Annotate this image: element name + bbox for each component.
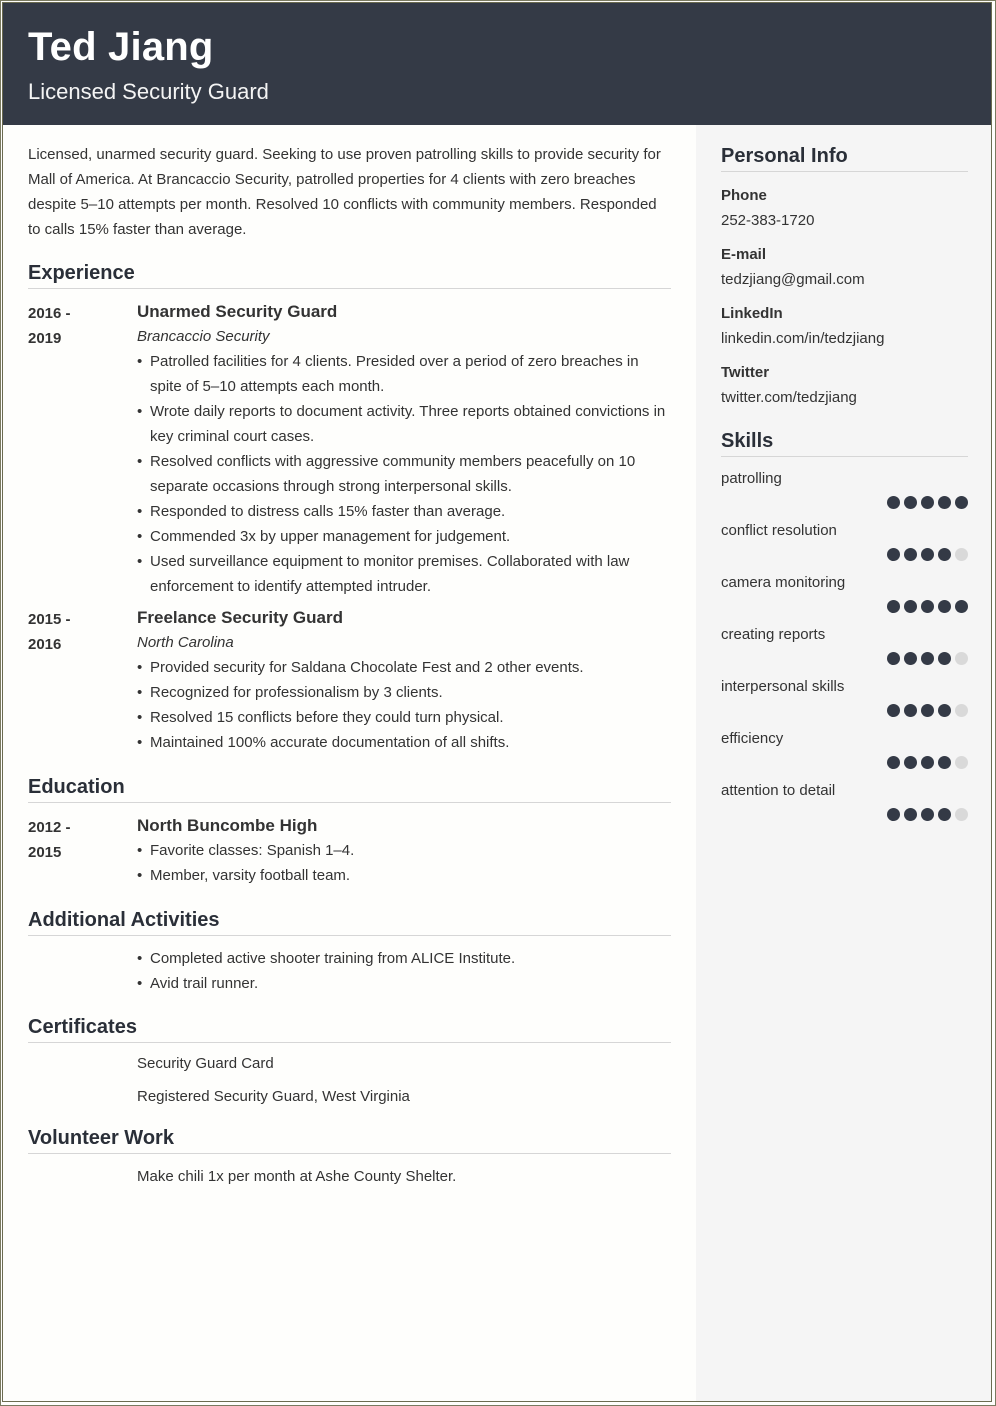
volunteer-section — [28, 1127, 671, 1189]
date-end: 2015 — [28, 844, 62, 861]
education-section — [28, 776, 671, 888]
rating-dot-empty-icon — [955, 652, 968, 665]
date-end: 2019 — [28, 330, 62, 347]
experience-section — [28, 262, 671, 755]
rating-dot-filled-icon — [938, 496, 951, 509]
job-role: Unarmed Security Guard — [137, 302, 338, 321]
rating-dot-filled-icon — [921, 652, 934, 665]
info-email — [721, 245, 968, 290]
twitter-value[interactable]: twitter.com/tedzjiang — [721, 389, 857, 406]
section-title-skills: Skills — [721, 430, 968, 457]
job-org: Brancaccio Security — [137, 328, 270, 345]
rating-dot-filled-icon — [904, 704, 917, 717]
rating-dot-filled-icon — [921, 600, 934, 613]
bullet-item: • Provided security for Saldana Chocolate Fest and 2 other events. — [137, 655, 671, 680]
rating-dot-empty-icon — [955, 808, 968, 821]
rating-dot-empty-icon — [955, 548, 968, 561]
candidate-title: Licensed Security Guard — [28, 79, 269, 104]
rating-dot-filled-icon — [904, 548, 917, 561]
rating-dot-filled-icon — [887, 600, 900, 613]
skill-item — [721, 521, 968, 561]
section-title-certificates: Certificates — [28, 1016, 671, 1043]
skill-item — [721, 469, 968, 509]
bullet-item: • Avid trail runner. — [137, 971, 671, 996]
skill-name: camera monitoring — [721, 574, 846, 591]
job-org: North Carolina — [137, 634, 234, 651]
skill-rating — [721, 496, 968, 509]
section-title-education: Education — [28, 776, 671, 803]
rating-dot-filled-icon — [904, 808, 917, 821]
resume-page — [2, 2, 992, 1402]
rating-dot-filled-icon — [921, 756, 934, 769]
rating-dot-filled-icon — [921, 548, 934, 561]
info-label: LinkedIn — [721, 305, 783, 322]
rating-dot-empty-icon — [955, 704, 968, 717]
skill-rating — [721, 600, 968, 613]
activities-bullets — [137, 946, 671, 996]
section-title-activities: Additional Activities — [28, 909, 671, 936]
date-start: 2016 - — [28, 305, 71, 322]
bullet-item: • Patrolled facilities for 4 clients. Presided over a period of zero breaches in spite of 5–10 attempts each month. — [137, 349, 671, 399]
info-linkedin — [721, 304, 968, 349]
section-title-personal-info: Personal Info — [721, 145, 968, 172]
job-dates — [28, 299, 137, 599]
resume-header — [3, 3, 992, 125]
bullet-item: • Recognized for professionalism by 3 clients. — [137, 680, 671, 705]
rating-dot-filled-icon — [955, 600, 968, 613]
skill-item — [721, 781, 968, 821]
info-label: E-mail — [721, 246, 767, 263]
email-value[interactable]: tedzjiang@gmail.com — [721, 271, 865, 288]
bullet-item: • Member, varsity football team. — [137, 863, 671, 888]
summary: Licensed, unarmed security guard. Seeking to use proven patrolling skills to provide security for Mall of America. At Brancaccio Security, patrolled properties for 4 clients with zero breaches despite 5–10 attempts per month. Resolved 10 conflicts with community members. Responded to calls 15% faster than average. — [28, 146, 661, 238]
rating-dot-filled-icon — [904, 496, 917, 509]
rating-dot-filled-icon — [938, 756, 951, 769]
rating-dot-filled-icon — [938, 808, 951, 821]
info-phone — [721, 186, 968, 231]
bullet-item: • Responded to distress calls 15% faster than average. — [137, 499, 671, 524]
skill-rating — [721, 808, 968, 821]
skill-rating — [721, 704, 968, 717]
job-role: Freelance Security Guard — [137, 608, 343, 627]
job-entry — [28, 605, 671, 755]
rating-dot-filled-icon — [887, 704, 900, 717]
job-bullets — [137, 655, 671, 755]
section-title-volunteer: Volunteer Work — [28, 1127, 671, 1154]
bullet-item: • Used surveillance equipment to monitor premises. Collaborated with law enforcement to identify attempted intruder. — [137, 549, 671, 599]
info-label: Twitter — [721, 364, 770, 381]
phone-value: 252-383-1720 — [721, 212, 815, 229]
rating-dot-filled-icon — [938, 548, 951, 561]
bullet-item: • Resolved conflicts with aggressive community members peacefully on 10 separate occasions through strong interpersonal skills. — [137, 449, 671, 499]
rating-dot-filled-icon — [904, 756, 917, 769]
rating-dot-filled-icon — [921, 496, 934, 509]
job-entry — [28, 299, 671, 599]
rating-dot-filled-icon — [887, 496, 900, 509]
rating-dot-filled-icon — [938, 704, 951, 717]
bullet-item: • Maintained 100% accurate documentation of all shifts. — [137, 730, 671, 755]
skill-rating — [721, 756, 968, 769]
rating-dot-filled-icon — [938, 600, 951, 613]
bullet-item: • Favorite classes: Spanish 1–4. — [137, 838, 671, 863]
skill-item — [721, 625, 968, 665]
main-column — [28, 125, 671, 1189]
rating-dot-filled-icon — [921, 704, 934, 717]
education-bullets — [137, 838, 671, 888]
skill-rating — [721, 652, 968, 665]
skill-name: creating reports — [721, 626, 826, 643]
candidate-name: Ted Jiang — [28, 25, 214, 69]
rating-dot-filled-icon — [921, 808, 934, 821]
skill-item — [721, 677, 968, 717]
skill-item — [721, 729, 968, 769]
rating-dot-filled-icon — [904, 600, 917, 613]
rating-dot-filled-icon — [887, 756, 900, 769]
info-label: Phone — [721, 187, 767, 204]
school-name: North Buncombe High — [137, 816, 318, 835]
certificate-item: Registered Security Guard, West Virginia — [137, 1088, 410, 1105]
rating-dot-filled-icon — [904, 652, 917, 665]
rating-dot-filled-icon — [955, 496, 968, 509]
skill-name: patrolling — [721, 470, 782, 487]
skill-rating — [721, 548, 968, 561]
education-dates — [28, 813, 137, 888]
skill-item — [721, 573, 968, 613]
linkedin-value[interactable]: linkedin.com/in/tedzjiang — [721, 330, 885, 347]
rating-dot-filled-icon — [887, 548, 900, 561]
bullet-item: • Commended 3x by upper management for judgement. — [137, 524, 671, 549]
info-twitter — [721, 363, 968, 408]
date-end: 2016 — [28, 636, 62, 653]
section-title-experience: Experience — [28, 262, 671, 289]
job-bullets — [137, 349, 671, 599]
skill-name: attention to detail — [721, 782, 836, 799]
rating-dot-filled-icon — [938, 652, 951, 665]
skill-name: interpersonal skills — [721, 678, 845, 695]
bullet-item: • Wrote daily reports to document activity. Three reports obtained convictions in key criminal court cases. — [137, 399, 671, 449]
certificates-section — [28, 1016, 671, 1109]
rating-dot-empty-icon — [955, 756, 968, 769]
job-dates — [28, 605, 137, 755]
certificate-item: Security Guard Card — [137, 1055, 274, 1072]
rating-dot-filled-icon — [887, 808, 900, 821]
activities-section — [28, 909, 671, 996]
bullet-item: • Resolved 15 conflicts before they could turn physical. — [137, 705, 671, 730]
date-start: 2012 - — [28, 819, 71, 836]
volunteer-text: Make chili 1x per month at Ashe County Shelter. — [137, 1168, 457, 1185]
bullet-item: • Completed active shooter training from ALICE Institute. — [137, 946, 671, 971]
skill-name: conflict resolution — [721, 522, 837, 539]
skills-list — [721, 469, 968, 821]
skill-name: efficiency — [721, 730, 784, 747]
education-entry — [28, 813, 671, 888]
date-start: 2015 - — [28, 611, 71, 628]
sidebar — [696, 125, 992, 1402]
rating-dot-filled-icon — [887, 652, 900, 665]
